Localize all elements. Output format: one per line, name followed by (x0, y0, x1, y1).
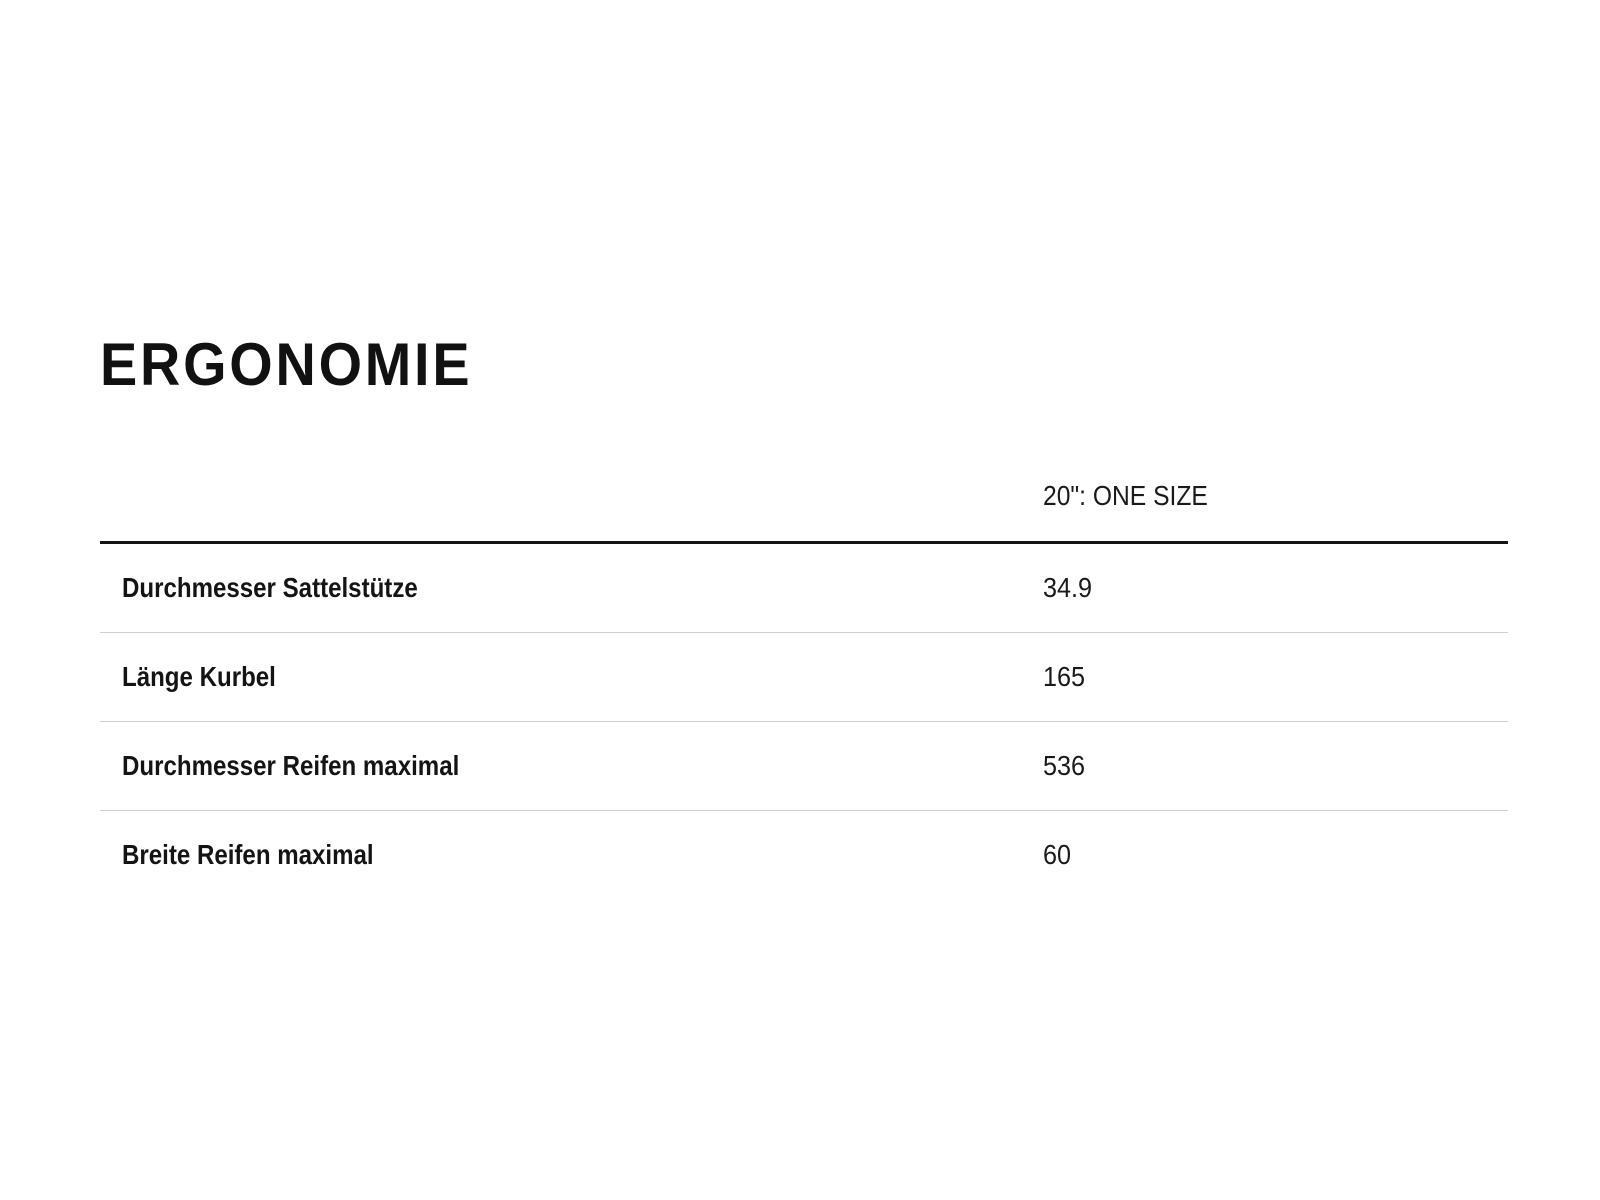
row-label-seatpost-diameter: Durchmesser Sattelstütze (122, 572, 418, 603)
spec-table (100, 463, 1508, 899)
row-value-max-tire-width: 60 (1043, 839, 1072, 870)
table-row (100, 722, 1508, 811)
row-value-seatpost-diameter: 34.9 (1043, 572, 1093, 603)
size-column-header: 20": ONE SIZE (1043, 480, 1208, 511)
row-value-crank-length: 165 (1043, 661, 1086, 692)
table-header (100, 463, 1508, 544)
section-title: ERGONOMIE (100, 331, 473, 398)
row-label-crank-length: Länge Kurbel (122, 661, 276, 692)
table-row (100, 633, 1508, 722)
row-label-max-tire-width: Breite Reifen maximal (122, 839, 374, 870)
table-row (100, 544, 1508, 633)
row-value-max-tire-diameter: 536 (1043, 750, 1086, 781)
table-row (100, 811, 1508, 899)
row-label-max-tire-diameter: Durchmesser Reifen maximal (122, 750, 460, 781)
